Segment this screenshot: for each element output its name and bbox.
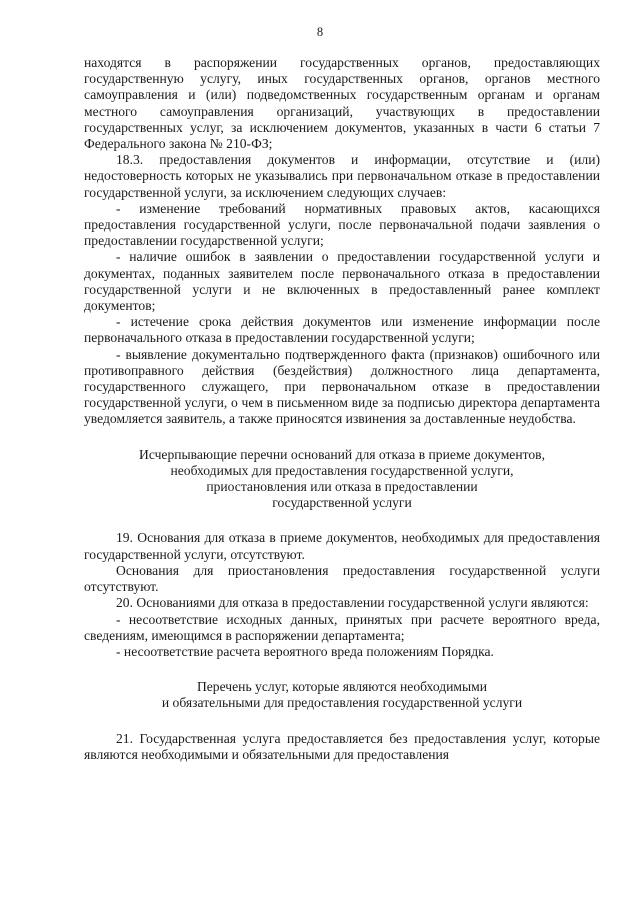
list-item-calculation-mismatch: - несоответствие расчета вероятного вреда положениям Порядка. <box>116 643 494 659</box>
section-heading-grounds <box>84 447 600 512</box>
page-number: 8 <box>316 25 324 39</box>
heading-line: Исчерпывающие перечни оснований для отказа в приеме документов, <box>139 446 545 462</box>
paragraph-21: 21. Государственная услуга предоставляется без предоставления услуг, которые являются необходимыми и обязательными для предоставления <box>84 730 600 762</box>
heading-line: приостановления или отказа в предоставлении <box>206 479 478 495</box>
list-item-official-error: - выявление документально подтвержденного факта (признаков) ошибочного или противоправного действия (бездействия) должностного лица департамента, государственного служащего, при первоначальном отказе в предоставлении государственной услуги, о чем в письменном виде за подписью директора департамента уведомляется заявитель, а также приносятся извинения за доставленные неудобства. <box>84 346 600 427</box>
list-item-data-mismatch: - несоответствие исходных данных, принятых при расчете вероятного вреда, сведениям, имеющимся в распоряжении департамента; <box>84 611 600 643</box>
heading-line: государственной услуги <box>272 495 412 511</box>
heading-line: необходимых для предоставления государственной услуги, <box>170 462 514 478</box>
document-body <box>84 55 600 763</box>
section-heading-services <box>84 679 600 711</box>
list-item-regulation-change: - изменение требований нормативных правовых актов, касающихся предоставления государственной услуги, после первоначальной подачи заявления о предоставлении государственной услуги; <box>84 200 600 249</box>
paragraph-19: 19. Основания для отказа в приеме документов, необходимых для предоставления государственной услуги, отсутствуют. <box>84 530 600 562</box>
paragraph-continuation: находятся в распоряжении государственных органов, предоставляющих государственную услугу, иных государственных органов, органов местного самоуправления и (или) подведомственных государственным органам и органам местного самоуправления организаций, участвующих в предоставлении государственных услуг, за исключением документов, указанных в части 6 статьи 7 Федерального закона № 210-ФЗ; <box>84 55 600 152</box>
paragraph-18-3: 18.3. предоставления документов и информации, отсутствие и (или) недостоверность которых не указывались при первоначальном отказе в предоставлении государственной услуги, за исключением следующих случаев: <box>84 152 600 200</box>
paragraph-suspension: Основания для приостановления предоставления государственной услуги отсутствуют. <box>84 562 600 595</box>
heading-line: и обязательными для предоставления государственной услуги <box>161 695 523 711</box>
list-item-errors-in-application: - наличие ошибок в заявлении о предоставлении государственной услуги и документах, поданных заявителем после первоначального отказа в предоставлении государственной услуги и не включенных в предоставленный ранее комплект документов; <box>84 249 600 314</box>
paragraph-20: 20. Основаниями для отказа в предоставлении государственной услуги являются: <box>116 595 589 611</box>
list-item-document-expiry: - истечение срока действия документов или изменение информации после первоначального отказа в предоставлении государственной услуги; <box>84 314 600 346</box>
heading-line: Перечень услуг, которые являются необходимыми <box>196 679 488 695</box>
